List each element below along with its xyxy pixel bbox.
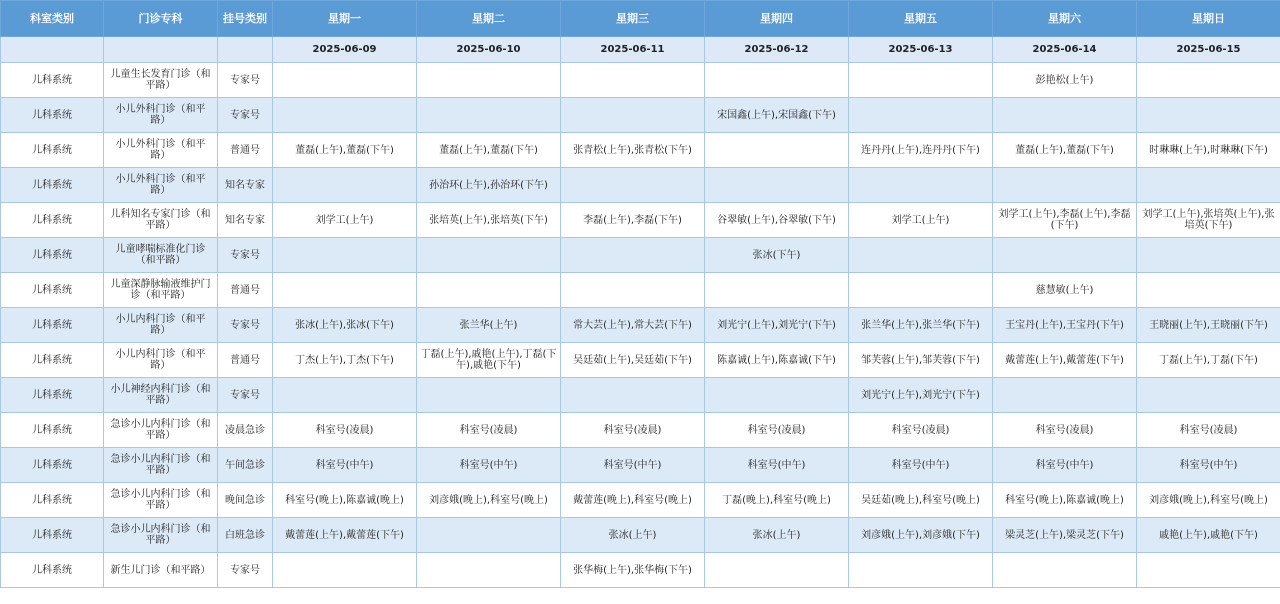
dept-cell: 儿科系统 [1, 168, 104, 203]
schedule-slot-cell[interactable]: 连丹丹(上午),连丹丹(下午) [849, 133, 993, 168]
date-tuesday: 2025-06-10 [417, 37, 561, 63]
schedule-slot-cell [417, 63, 561, 98]
schedule-body [1, 63, 1280, 588]
schedule-slot-cell[interactable]: 张冰(下午) [705, 238, 849, 273]
dept-cell: 儿科系统 [1, 63, 104, 98]
table-row [1, 483, 1280, 518]
table-row [1, 168, 1280, 203]
dept-cell: 儿科系统 [1, 133, 104, 168]
clinic-cell: 小儿外科门诊（和平路） [104, 98, 218, 133]
clinic-cell: 儿童哮喘标准化门诊（和平路） [104, 238, 218, 273]
schedule-slot-cell[interactable]: 刘学工(上午),张培英(上午),张培英(下午) [1137, 203, 1280, 238]
schedule-slot-cell[interactable]: 王晓丽(上午),王晓丽(下午) [1137, 308, 1280, 343]
clinic-cell: 急诊小儿内科门诊（和平路） [104, 413, 218, 448]
schedule-slot-cell[interactable]: 戴蕾莲(晚上),科室号(晚上) [561, 483, 705, 518]
header-monday: 星期一 [273, 1, 417, 37]
schedule-slot-cell[interactable]: 科室号(晚上),陈嘉诚(晚上) [273, 483, 417, 518]
header-dept: 科室类别 [1, 1, 104, 37]
clinic-cell: 小儿内科门诊（和平路） [104, 308, 218, 343]
registration-type-cell: 普通号 [218, 343, 273, 378]
schedule-slot-cell [273, 98, 417, 133]
clinic-cell: 儿童深静脉输液维护门诊（和平路） [104, 273, 218, 308]
date-sunday: 2025-06-15 [1137, 37, 1280, 63]
schedule-slot-cell [273, 168, 417, 203]
header-friday: 星期五 [849, 1, 993, 37]
dept-cell: 儿科系统 [1, 273, 104, 308]
schedule-slot-cell[interactable]: 董磊(上午),董磊(下午) [993, 133, 1137, 168]
schedule-slot-cell[interactable]: 科室号(凌晨) [993, 413, 1137, 448]
header-sunday: 星期日 [1137, 1, 1280, 37]
table-row [1, 413, 1280, 448]
schedule-slot-cell[interactable]: 张冰(上午) [705, 518, 849, 553]
schedule-slot-cell[interactable]: 科室号(中午) [993, 448, 1137, 483]
schedule-slot-cell [993, 98, 1137, 133]
schedule-slot-cell [1137, 98, 1280, 133]
date-friday: 2025-06-13 [849, 37, 993, 63]
schedule-slot-cell[interactable]: 科室号(凌晨) [273, 413, 417, 448]
schedule-slot-cell[interactable]: 刘学工(上午),李磊(上午),李磊(下午) [993, 203, 1137, 238]
schedule-slot-cell[interactable]: 张兰华(上午),张兰华(下午) [849, 308, 993, 343]
clinic-cell: 小儿外科门诊（和平路） [104, 168, 218, 203]
schedule-slot-cell[interactable]: 科室号(晚上),陈嘉诚(晚上) [993, 483, 1137, 518]
schedule-slot-cell[interactable]: 宋国鑫(上午),宋国鑫(下午) [705, 98, 849, 133]
schedule-slot-cell[interactable]: 彭艳松(上午) [993, 63, 1137, 98]
schedule-slot-cell[interactable]: 刘彦娥(晚上),科室号(晚上) [417, 483, 561, 518]
header-tuesday: 星期二 [417, 1, 561, 37]
schedule-slot-cell [561, 98, 705, 133]
schedule-slot-cell[interactable]: 戚艳(上午),戚艳(下午) [1137, 518, 1280, 553]
date-monday: 2025-06-09 [273, 37, 417, 63]
table-row [1, 133, 1280, 168]
schedule-slot-cell[interactable]: 科室号(凌晨) [1137, 413, 1280, 448]
schedule-slot-cell[interactable]: 孙治环(上午),孙治环(下午) [417, 168, 561, 203]
schedule-slot-cell [561, 238, 705, 273]
schedule-slot-cell [993, 553, 1137, 588]
schedule-slot-cell [1137, 378, 1280, 413]
schedule-slot-cell [417, 553, 561, 588]
schedule-slot-cell[interactable]: 刘光宁(上午),刘光宁(下午) [705, 308, 849, 343]
schedule-slot-cell [849, 63, 993, 98]
date-saturday: 2025-06-14 [993, 37, 1137, 63]
registration-type-cell: 专家号 [218, 378, 273, 413]
registration-type-cell: 专家号 [218, 238, 273, 273]
header-thursday: 星期四 [705, 1, 849, 37]
clinic-cell: 小儿神经内科门诊（和平路） [104, 378, 218, 413]
schedule-slot-cell[interactable]: 科室号(中午) [1137, 448, 1280, 483]
table-row [1, 63, 1280, 98]
schedule-slot-cell[interactable]: 张兰华(上午) [417, 308, 561, 343]
schedule-slot-cell[interactable]: 科室号(中午) [561, 448, 705, 483]
schedule-slot-cell[interactable]: 时琳琳(上午),时琳琳(下午) [1137, 133, 1280, 168]
schedule-slot-cell[interactable]: 董磊(上午),董磊(下午) [273, 133, 417, 168]
schedule-slot-cell [561, 168, 705, 203]
dept-cell: 儿科系统 [1, 98, 104, 133]
schedule-slot-cell [993, 378, 1137, 413]
registration-type-cell: 普通号 [218, 133, 273, 168]
schedule-slot-cell[interactable]: 张青松(上午),张青松(下午) [561, 133, 705, 168]
schedule-slot-cell[interactable]: 刘学工(上午) [273, 203, 417, 238]
dept-cell: 儿科系统 [1, 553, 104, 588]
schedule-slot-cell [273, 238, 417, 273]
dept-cell: 儿科系统 [1, 483, 104, 518]
clinic-cell: 儿童生长发育门诊（和平路） [104, 63, 218, 98]
schedule-slot-cell [417, 238, 561, 273]
schedule-slot-cell [417, 518, 561, 553]
schedule-slot-cell[interactable]: 科室号(中午) [705, 448, 849, 483]
table-row [1, 273, 1280, 308]
date-thursday: 2025-06-12 [705, 37, 849, 63]
registration-type-cell: 知名专家 [218, 203, 273, 238]
dept-cell: 儿科系统 [1, 203, 104, 238]
schedule-slot-cell [1137, 238, 1280, 273]
table-row [1, 238, 1280, 273]
dept-cell: 儿科系统 [1, 448, 104, 483]
schedule-slot-cell [705, 133, 849, 168]
schedule-slot-cell [705, 378, 849, 413]
schedule-slot-cell[interactable]: 常大芸(上午),常大芸(下午) [561, 308, 705, 343]
registration-type-cell: 专家号 [218, 308, 273, 343]
table-row [1, 203, 1280, 238]
schedule-slot-cell[interactable]: 刘学工(上午) [849, 203, 993, 238]
schedule-slot-cell [1137, 553, 1280, 588]
date-wednesday: 2025-06-11 [561, 37, 705, 63]
table-row [1, 448, 1280, 483]
schedule-slot-cell[interactable]: 慈慧敏(上午) [993, 273, 1137, 308]
schedule-slot-cell [417, 273, 561, 308]
dept-cell: 儿科系统 [1, 343, 104, 378]
clinic-cell: 急诊小儿内科门诊（和平路） [104, 518, 218, 553]
schedule-slot-cell [1137, 63, 1280, 98]
table-row [1, 98, 1280, 133]
schedule-slot-cell [417, 98, 561, 133]
header-row [1, 1, 1280, 37]
schedule-slot-cell [273, 553, 417, 588]
dept-cell: 儿科系统 [1, 413, 104, 448]
registration-type-cell: 专家号 [218, 98, 273, 133]
schedule-slot-cell[interactable]: 张冰(上午),张冰(下午) [273, 308, 417, 343]
schedule-slot-cell[interactable]: 刘彦娥(晚上),科室号(晚上) [1137, 483, 1280, 518]
clinic-cell: 小儿外科门诊（和平路） [104, 133, 218, 168]
table-row [1, 378, 1280, 413]
registration-type-cell: 晚间急诊 [218, 483, 273, 518]
date-blank-dept [1, 37, 104, 63]
schedule-slot-cell[interactable]: 科室号(中午) [273, 448, 417, 483]
schedule-slot-cell[interactable]: 科室号(凌晨) [849, 413, 993, 448]
registration-type-cell: 专家号 [218, 553, 273, 588]
header-saturday: 星期六 [993, 1, 1137, 37]
schedule-slot-cell [273, 63, 417, 98]
schedule-slot-cell[interactable]: 吴廷茹(上午),吴廷茹(下午) [561, 343, 705, 378]
header-wednesday: 星期三 [561, 1, 705, 37]
clinic-cell: 小儿内科门诊（和平路） [104, 343, 218, 378]
schedule-slot-cell [273, 378, 417, 413]
schedule-slot-cell [1137, 168, 1280, 203]
schedule-slot-cell[interactable]: 张培英(上午),张培英(下午) [417, 203, 561, 238]
date-blank-type [218, 37, 273, 63]
schedule-slot-cell[interactable]: 王宝丹(上午),王宝丹(下午) [993, 308, 1137, 343]
registration-type-cell: 凌晨急诊 [218, 413, 273, 448]
date-blank-clinic [104, 37, 218, 63]
schedule-slot-cell[interactable]: 张冰(上午) [561, 518, 705, 553]
schedule-slot-cell[interactable]: 邹芙蓉(上午),邹芙蓉(下午) [849, 343, 993, 378]
registration-type-cell: 普通号 [218, 273, 273, 308]
date-row [1, 37, 1280, 63]
schedule-slot-cell[interactable]: 刘彦娥(上午),刘彦娥(下午) [849, 518, 993, 553]
schedule-slot-cell[interactable]: 戴蕾莲(上午),戴蕾莲(下午) [273, 518, 417, 553]
schedule-slot-cell [705, 63, 849, 98]
schedule-slot-cell [705, 553, 849, 588]
header-type: 挂号类别 [218, 1, 273, 37]
schedule-slot-cell[interactable]: 科室号(凌晨) [561, 413, 705, 448]
schedule-slot-cell [273, 273, 417, 308]
dept-cell: 儿科系统 [1, 518, 104, 553]
schedule-slot-cell[interactable]: 吴廷茹(晚上),科室号(晚上) [849, 483, 993, 518]
schedule-slot-cell[interactable]: 丁杰(上午),丁杰(下午) [273, 343, 417, 378]
schedule-slot-cell[interactable]: 丁磊(上午),戚艳(上午),丁磊(下午),戚艳(下午) [417, 343, 561, 378]
schedule-slot-cell[interactable]: 梁灵芝(上午),梁灵芝(下午) [993, 518, 1137, 553]
schedule-slot-cell[interactable]: 李磊(上午),李磊(下午) [561, 203, 705, 238]
schedule-slot-cell[interactable]: 科室号(凌晨) [417, 413, 561, 448]
schedule-slot-cell[interactable]: 戴蕾莲(上午),戴蕾莲(下午) [993, 343, 1137, 378]
registration-type-cell: 白班急诊 [218, 518, 273, 553]
schedule-slot-cell [1137, 273, 1280, 308]
table-row [1, 343, 1280, 378]
schedule-slot-cell[interactable]: 董磊(上午),董磊(下午) [417, 133, 561, 168]
schedule-slot-cell [705, 168, 849, 203]
clinic-cell: 儿科知名专家门诊（和平路） [104, 203, 218, 238]
schedule-slot-cell[interactable]: 科室号(中午) [849, 448, 993, 483]
schedule-slot-cell [849, 168, 993, 203]
schedule-slot-cell[interactable]: 丁磊(上午),丁磊(下午) [1137, 343, 1280, 378]
schedule-slot-cell [561, 63, 705, 98]
schedule-slot-cell [849, 273, 993, 308]
clinic-cell: 急诊小儿内科门诊（和平路） [104, 483, 218, 518]
schedule-slot-cell [993, 168, 1137, 203]
schedule-slot-cell [417, 378, 561, 413]
table-row [1, 308, 1280, 343]
clinic-cell: 新生儿门诊（和平路） [104, 553, 218, 588]
schedule-slot-cell [561, 378, 705, 413]
schedule-slot-cell [561, 273, 705, 308]
schedule-slot-cell [849, 553, 993, 588]
schedule-slot-cell [705, 273, 849, 308]
schedule-slot-cell[interactable]: 科室号(凌晨) [705, 413, 849, 448]
schedule-slot-cell [849, 238, 993, 273]
header-clinic: 门诊专科 [104, 1, 218, 37]
schedule-slot-cell[interactable]: 张华梅(上午),张华梅(下午) [561, 553, 705, 588]
clinic-cell: 急诊小儿内科门诊（和平路） [104, 448, 218, 483]
schedule-slot-cell[interactable]: 丁磊(晚上),科室号(晚上) [705, 483, 849, 518]
table-row [1, 518, 1280, 553]
schedule-slot-cell [849, 98, 993, 133]
dept-cell: 儿科系统 [1, 378, 104, 413]
registration-type-cell: 午间急诊 [218, 448, 273, 483]
schedule-slot-cell[interactable]: 科室号(中午) [417, 448, 561, 483]
table-row [1, 553, 1280, 588]
registration-type-cell: 知名专家 [218, 168, 273, 203]
schedule-slot-cell [993, 238, 1137, 273]
schedule-slot-cell[interactable]: 刘光宁(上午),刘光宁(下午) [849, 378, 993, 413]
registration-type-cell: 专家号 [218, 63, 273, 98]
dept-cell: 儿科系统 [1, 238, 104, 273]
dept-cell: 儿科系统 [1, 308, 104, 343]
schedule-slot-cell[interactable]: 谷翠敏(上午),谷翠敏(下午) [705, 203, 849, 238]
schedule-slot-cell[interactable]: 陈嘉诚(上午),陈嘉诚(下午) [705, 343, 849, 378]
